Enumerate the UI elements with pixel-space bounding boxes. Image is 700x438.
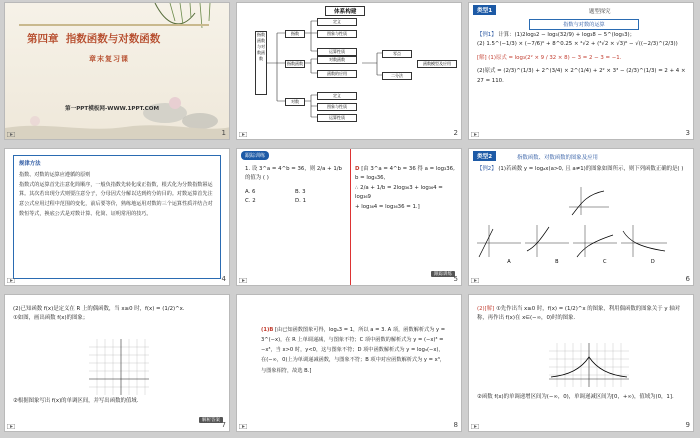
slide-body <box>477 305 687 324</box>
slide-play-icon[interactable] <box>471 278 479 283</box>
mind-map-node: 定义 <box>317 18 357 26</box>
slide-body <box>477 31 687 86</box>
slide-play-icon[interactable] <box>7 278 15 283</box>
slide-number: 2 <box>453 129 458 137</box>
mind-map-node: 函数模型及应用 <box>417 60 457 68</box>
slide-number: 9 <box>685 421 690 429</box>
example-line: (1)若函数 y = logₐx(a>0, 且 a≠1)的图象如图所示，则下列函数正确的是( ) <box>498 166 684 172</box>
slide-number: 7 <box>221 421 226 429</box>
mind-map-node: 函数的应用 <box>317 70 357 78</box>
topic-box: 指数与对数的运算 <box>529 19 639 30</box>
choice-label: B <box>555 259 559 265</box>
mind-map-node: 图象与性质 <box>317 103 357 111</box>
chapter-title: 第四章 指数函数与对数函数 <box>27 33 161 45</box>
answer-label: (1)B <box>261 327 274 333</box>
choice-item: D. 1 <box>295 198 307 205</box>
slide-play-icon[interactable] <box>7 132 15 137</box>
slide-number: 1 <box>221 129 226 137</box>
mind-map-node: 二分法 <box>382 72 412 80</box>
slide-thumbnail-2[interactable] <box>236 2 462 140</box>
solution-line: [由 3^a = 4^b = 36 得 a = log₃36, <box>361 166 455 172</box>
slide-number: 3 <box>685 129 690 137</box>
question-line: ②根据图象写出 f(x)的单调区间，并写出函数的值域. <box>13 398 139 404</box>
practice-tag: 跟踪训练 <box>241 151 269 160</box>
solution-text: [由已知函数图象可得，logₐ3 = 1，所以 a = 3. A 项，函数解析式为 y = 3^(−x)，在 R 上单调递减，与图象不符；C 项中函数的解析式为 y = (−x)³ = −x³，当 x>0 时，y<0，这与图象不符；D 项中函数解析式为 y = log₃(−x)，在(−∞，0)上为单调递减函数，与图象不符；B 项中对应函数解析式为 y = x³，与图象相符，故选 B.] <box>261 327 446 374</box>
solution-block <box>355 165 457 212</box>
slide-body <box>477 165 687 174</box>
choice-item: A. 6 <box>245 188 256 195</box>
slide-play-icon[interactable] <box>471 424 479 429</box>
solution-line: + log₃₆4 = log₃₆36 = 1.] <box>355 203 420 210</box>
solution-line: b = log₄36, <box>355 175 386 182</box>
section-tag: 类型1 <box>473 5 496 15</box>
question-block <box>245 165 345 207</box>
slide-number: 8 <box>453 421 458 429</box>
section-title: 指数函数、对数函数的图象及应用 <box>517 155 598 161</box>
mind-map-node: 对数 <box>285 98 305 106</box>
slide-thumbnail-7[interactable] <box>4 294 230 432</box>
footer-watermark: 第一PPT模板网-WWW.1PPT.COM <box>65 106 160 112</box>
slide-play-icon[interactable] <box>239 278 247 283</box>
example-line: 【例1】 计算：(1)2log₃2 − log₃(32/9) + log₃8 − 5^(log₅3)； <box>477 32 636 38</box>
graph-choices <box>469 259 693 265</box>
slide-thumbnail-1[interactable] <box>4 2 230 140</box>
slide-body <box>19 171 215 219</box>
mind-map-node: 图象与性质 <box>317 30 357 38</box>
slide-play-icon[interactable] <box>7 424 15 429</box>
solution-line: [解] (1)原式 = log₃(2² × 9 / 32 × 8) − 3 = 2 − 3 = −1. <box>477 54 622 61</box>
question-line: (2)已知函数 f(x)是定义在 R 上的偶函数，当 x≥0 时，f(x) = (1/2)^x. <box>13 306 185 312</box>
chapter-subtitle: 章末复习课 <box>89 54 129 63</box>
example-label: 【例2】 <box>477 166 497 172</box>
choice-label: C <box>602 259 607 265</box>
solution-line: (2)原式 = (2/3)^(1/3) + 2^(3/4) × 2^(1/4) + 2² × 3³ − (2/3)^(1/3) = 2 + 4 × 27 = 110. <box>477 68 686 84</box>
divider <box>350 149 351 285</box>
section-title: 题型探究 <box>589 9 611 15</box>
choice-item: C. 2 <box>245 198 256 205</box>
solution-tag: (2)[解] <box>477 306 495 312</box>
slide-number: 4 <box>221 275 226 283</box>
function-graphs <box>469 185 694 285</box>
method-heading: 指数、对数的运算应遵循的原则 <box>19 172 91 178</box>
mind-map-node: 零点 <box>382 50 412 58</box>
mind-map-node: 对数函数 <box>317 56 357 64</box>
mind-map-node: 指数 <box>285 30 305 38</box>
slide-thumbnail-6[interactable] <box>468 148 694 286</box>
practice-button[interactable]: 跟踪训练 <box>431 271 455 277</box>
blank-grid <box>89 339 149 395</box>
slide-play-icon[interactable] <box>239 132 247 137</box>
question-text: 1. 设 3^a = 4^b = 36，则 2/a + 1/b 的值为 ( ) <box>245 166 342 182</box>
slide-thumbnail-4[interactable] <box>4 148 230 286</box>
mind-map-root: 指数函数与对数函数 <box>255 31 267 95</box>
solution-line: ①先作出当 x≥0 时，f(x) = (1/2)^x 的图象，利用偶函数的图象关于 y 轴对称，再作出 f(x)在 x∈(−∞，0)时的图象. <box>477 306 681 322</box>
brush-stroke <box>19 24 209 26</box>
slide-body <box>261 325 447 376</box>
slide-thumbnail-9[interactable] <box>468 294 694 432</box>
choice-label: A <box>507 259 511 265</box>
slide-thumbnail-3[interactable] <box>468 2 694 140</box>
slide-heading: 体系构建 <box>325 6 365 16</box>
solution-line: ②函数 f(x)的单调递增区间为(−∞，0)，单调递减区间为[0，+∞)，值域为(0，1]. <box>477 394 674 400</box>
mind-map-node: 定义 <box>317 92 357 100</box>
slide-number: 6 <box>685 275 690 283</box>
solution-line: ∴ 2/a + 1/b = 2log₃₆3 + log₃₆4 = log₃₆9 <box>355 184 443 201</box>
example-line: (2) 1.5^(−1/3) × (−7/6)⁰ + 8^0.25 × ⁴√2 + (³√2 × √3)⁶ − √((−2/3)^(2/3)) <box>477 41 678 48</box>
answer-button[interactable]: 解析答案 <box>199 417 223 423</box>
mind-map-node: 指数函数 <box>287 61 303 66</box>
choices <box>245 188 345 207</box>
answer-label: D <box>355 166 360 172</box>
slide-body <box>13 305 223 324</box>
slide-number: 5 <box>453 275 458 283</box>
method-tag: 规律方法 <box>19 161 41 167</box>
choice-item: B. 3 <box>295 188 306 195</box>
slide-thumbnail-5[interactable] <box>236 148 462 286</box>
section-tag: 类型2 <box>473 151 496 161</box>
slide-thumbnail-8[interactable] <box>236 294 462 432</box>
slide-play-icon[interactable] <box>471 132 479 137</box>
mind-map-node: 运算性质 <box>317 48 357 56</box>
even-function-graph <box>549 343 629 387</box>
question-line: ①如图，画出函数 f(x)的图象； <box>13 315 89 322</box>
choice-label: D <box>650 259 655 265</box>
slide-play-icon[interactable] <box>239 424 247 429</box>
mind-map-node: 运算性质 <box>317 114 357 122</box>
method-paragraph: 指数式的运算首先注意化简顺序，一般负指数先转化成正指数，根式化为分数指数幂运算。其次若出现分式则要注意分子，分母因式分解以达到约分的目的。对数运算首先注意公式应用过程中范围的变化，前后要等价，熟练地运用对数的三个运算性质并结合对数恒等式，换底公式是对数计算、化简、证明常用的技巧。 <box>19 181 213 217</box>
